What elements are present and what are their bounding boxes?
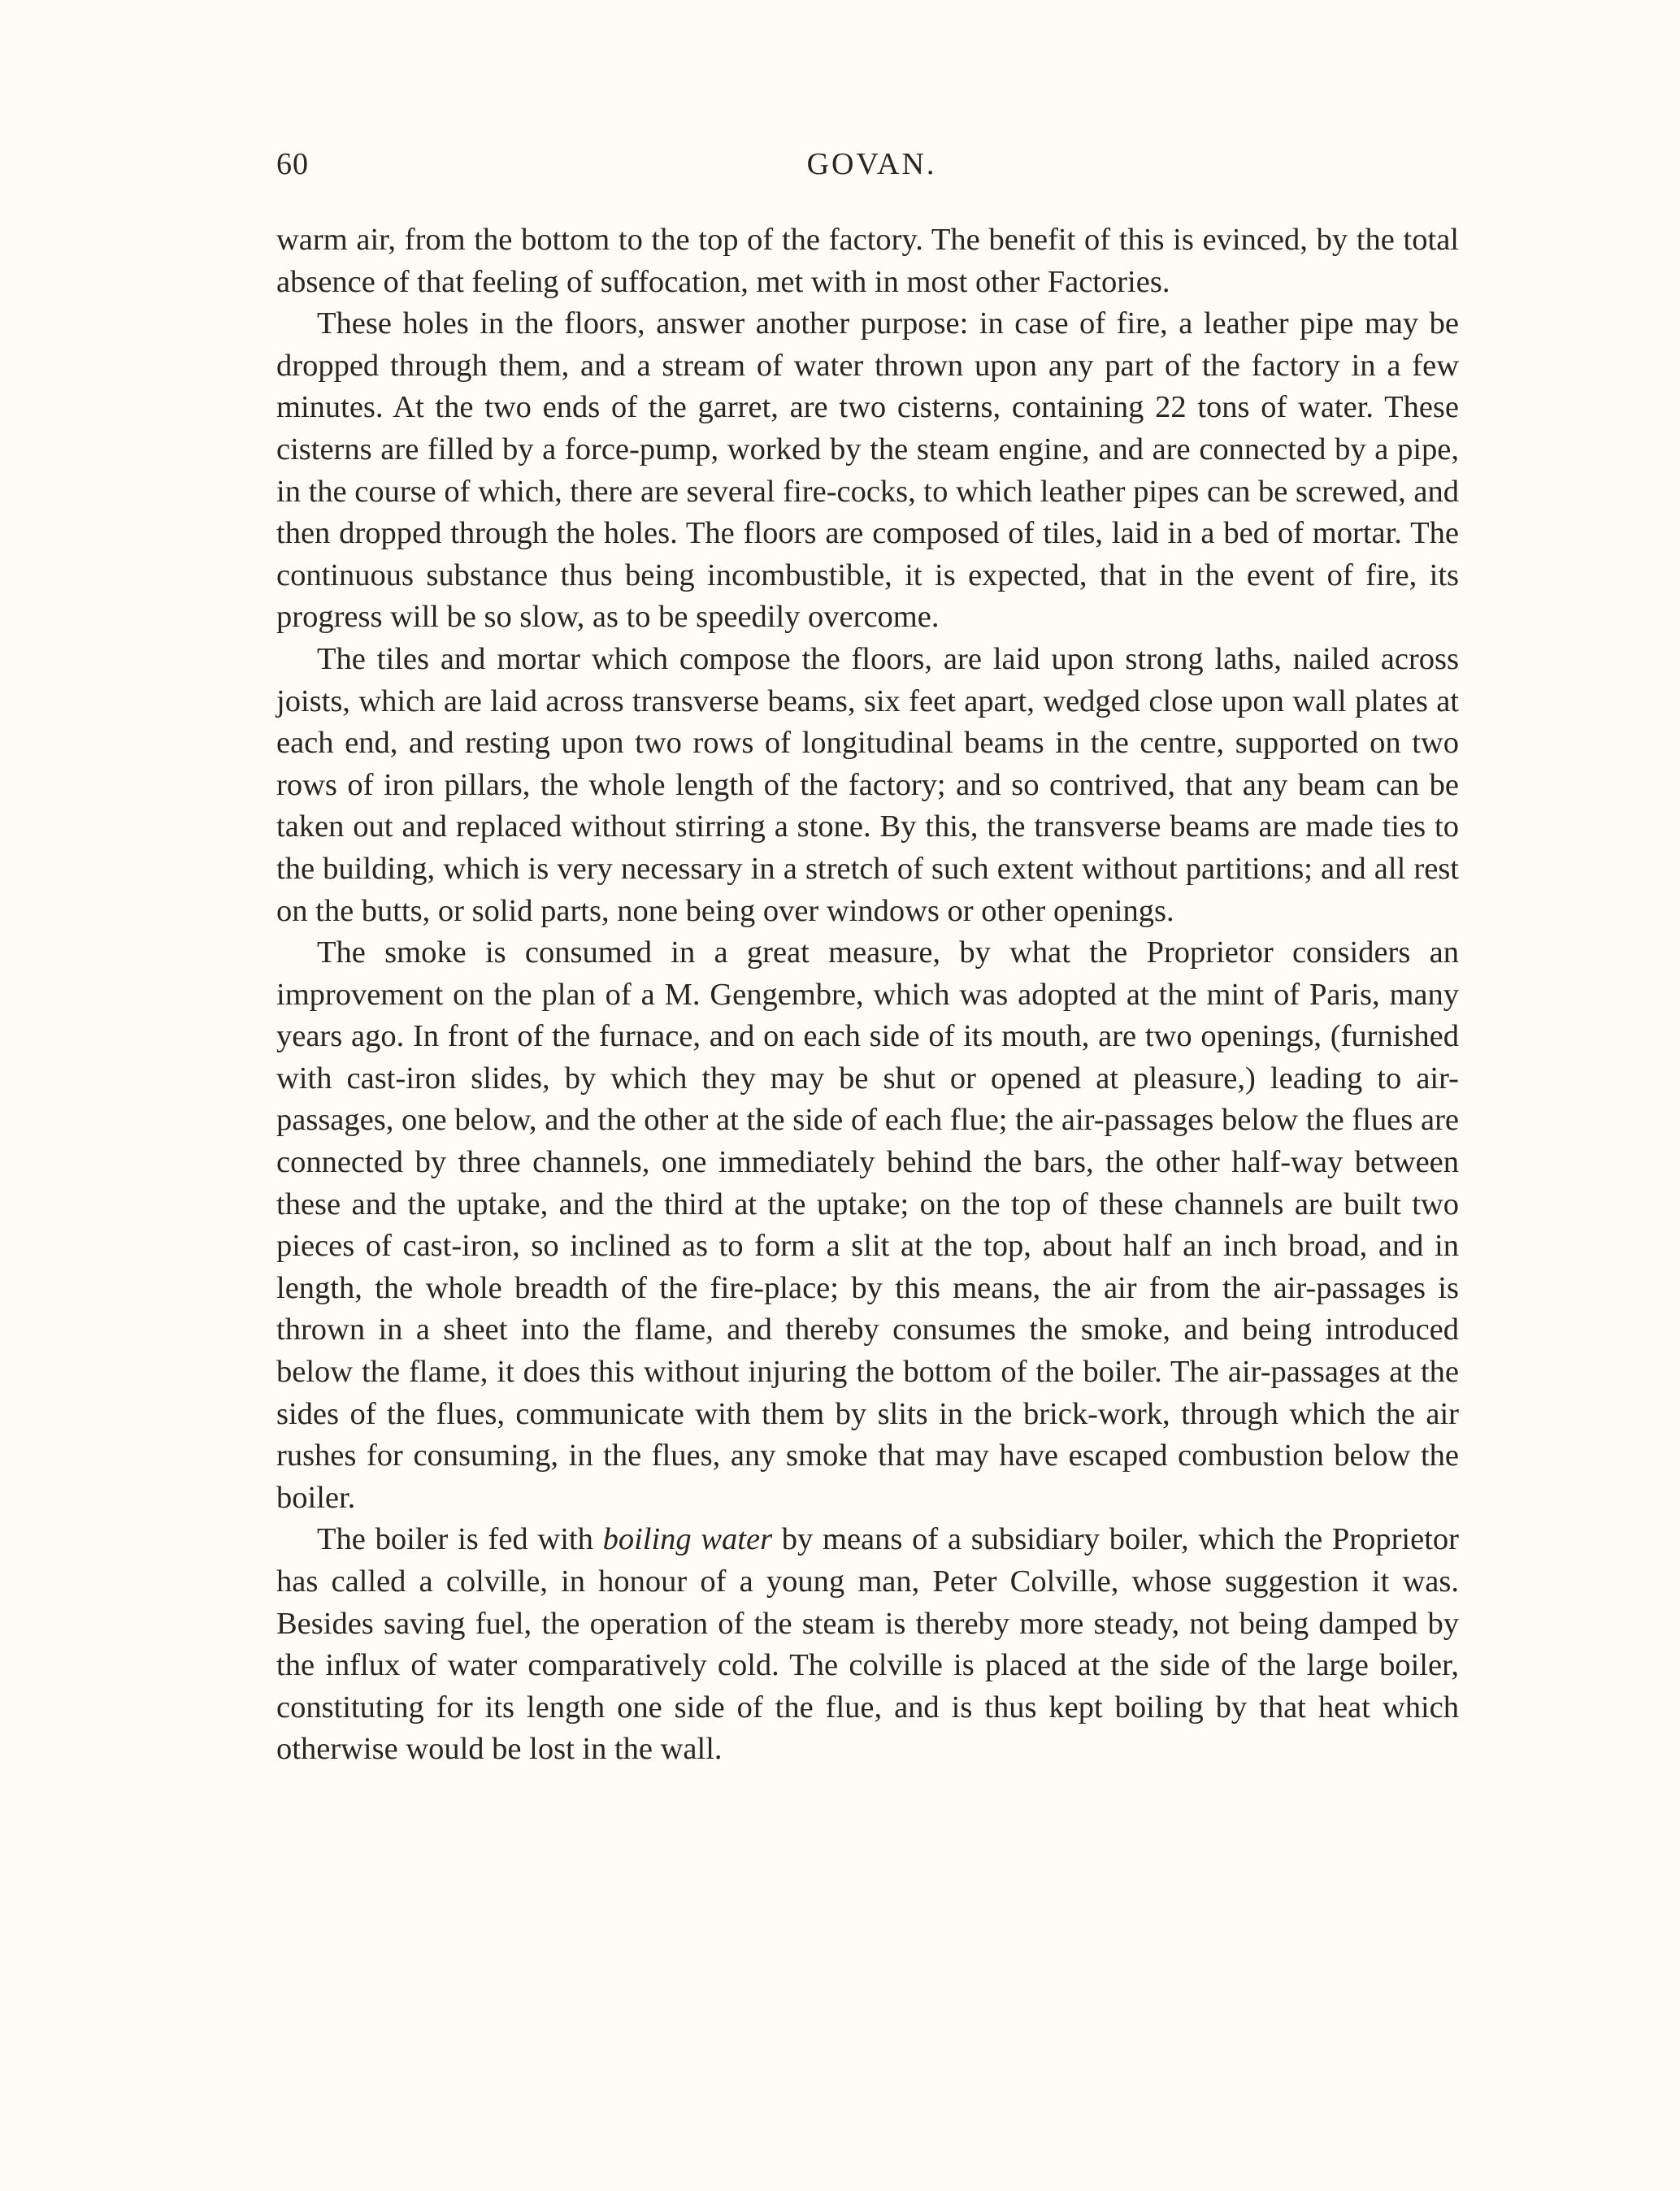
paragraph-4: The smoke is consumed in a great measure, by what the Proprietor considers an improvement on the plan of a M. Gengembre, which was adopted at the mint of Paris, many years ago. In front of the furnace, and on each side of its mouth, are two openings, (furnished with cast-iron slides, by which they may be shut or opened at pleasure,) leading to air-passages, one below, and the other at the side of each flue; the air-passages below the flues are connected by three channels, one immediately behind the bars, the other half-way between these and the uptake, and the third at the uptake; on the top of these channels are built two pieces of cast-iron, so inclined as to form a slit at the top, about half an inch broad, and in length, the whole breadth of the fire-place; by this means, the air from the air-passages is thrown in a sheet into the flame, and thereby consumes the smoke, and being introduced below the flame, it does this without injuring the bottom of the boiler. The air-passages at the sides of the flues, communicate with them by slits in the brick-work, through which the air rushes for consuming, in the flues, any smoke that may have escaped combustion below the boiler. bbox=[276, 935, 1459, 1515]
paragraph-5-end: by means of a subsidiary boiler, which the Proprietor has called a colville, in honour of a young man, Peter Colville, whose suggestion it was. Besides saving fuel, the operation of the steam is thereby more steady, not being damped by the influx of water comparatively cold. The colville is placed at the side of the large boiler, constituting for its length one side of the flue, and is thus kept boiling by that heat which otherwise would be lost in the wall. bbox=[276, 1522, 1459, 1767]
page-number: 60 bbox=[276, 147, 309, 181]
paragraph-1: warm air, from the bottom to the top of the factory. The benefit of this is evinced, by the total absence of that feeling of suffocation, met with in most other Factories. bbox=[276, 223, 1459, 299]
page-header bbox=[276, 146, 1467, 195]
italic-phrase: boiling water bbox=[602, 1522, 773, 1557]
paragraph-5-start: The boiler is fed with bbox=[317, 1522, 603, 1557]
running-title: GOVAN. bbox=[806, 147, 937, 181]
paragraph-3: The tiles and mortar which compose the floors, are laid upon strong laths, nailed across joists, which are laid across transverse beams, six feet apart, wedged close upon wall plates at each end, and resting upon two rows of longitudinal beams in the centre, supported on two rows of iron pillars, the whole length of the factory; and so contrived, that any beam can be taken out and replaced without stirring a stone. By this, the transverse beams are made ties to the building, which is very necessary in a stretch of such extent without partitions; and all rest on the butts, or solid parts, none being over windows or other openings. bbox=[276, 641, 1459, 928]
paragraph-5 bbox=[276, 1519, 1459, 1771]
body-text bbox=[276, 219, 1459, 1771]
paragraph-2: These holes in the floors, answer another purpose: in case of fire, a leather pipe may be dropped through them, and a stream of water thrown upon any part of the factory in a few minutes. At the two ends of the garret, are two cisterns, containing 22 tons of water. These cisterns are filled by a force-pump, worked by the steam engine, and are connected by a pipe, in the course of which, there are several fire-cocks, to which leather pipes can be screwed, and then dropped through the holes. The floors are composed of tiles, laid in a bed of mortar. The continuous substance thus being incombustible, it is expected, that in the event of fire, its progress will be so slow, as to be speedily overcome. bbox=[276, 306, 1459, 635]
